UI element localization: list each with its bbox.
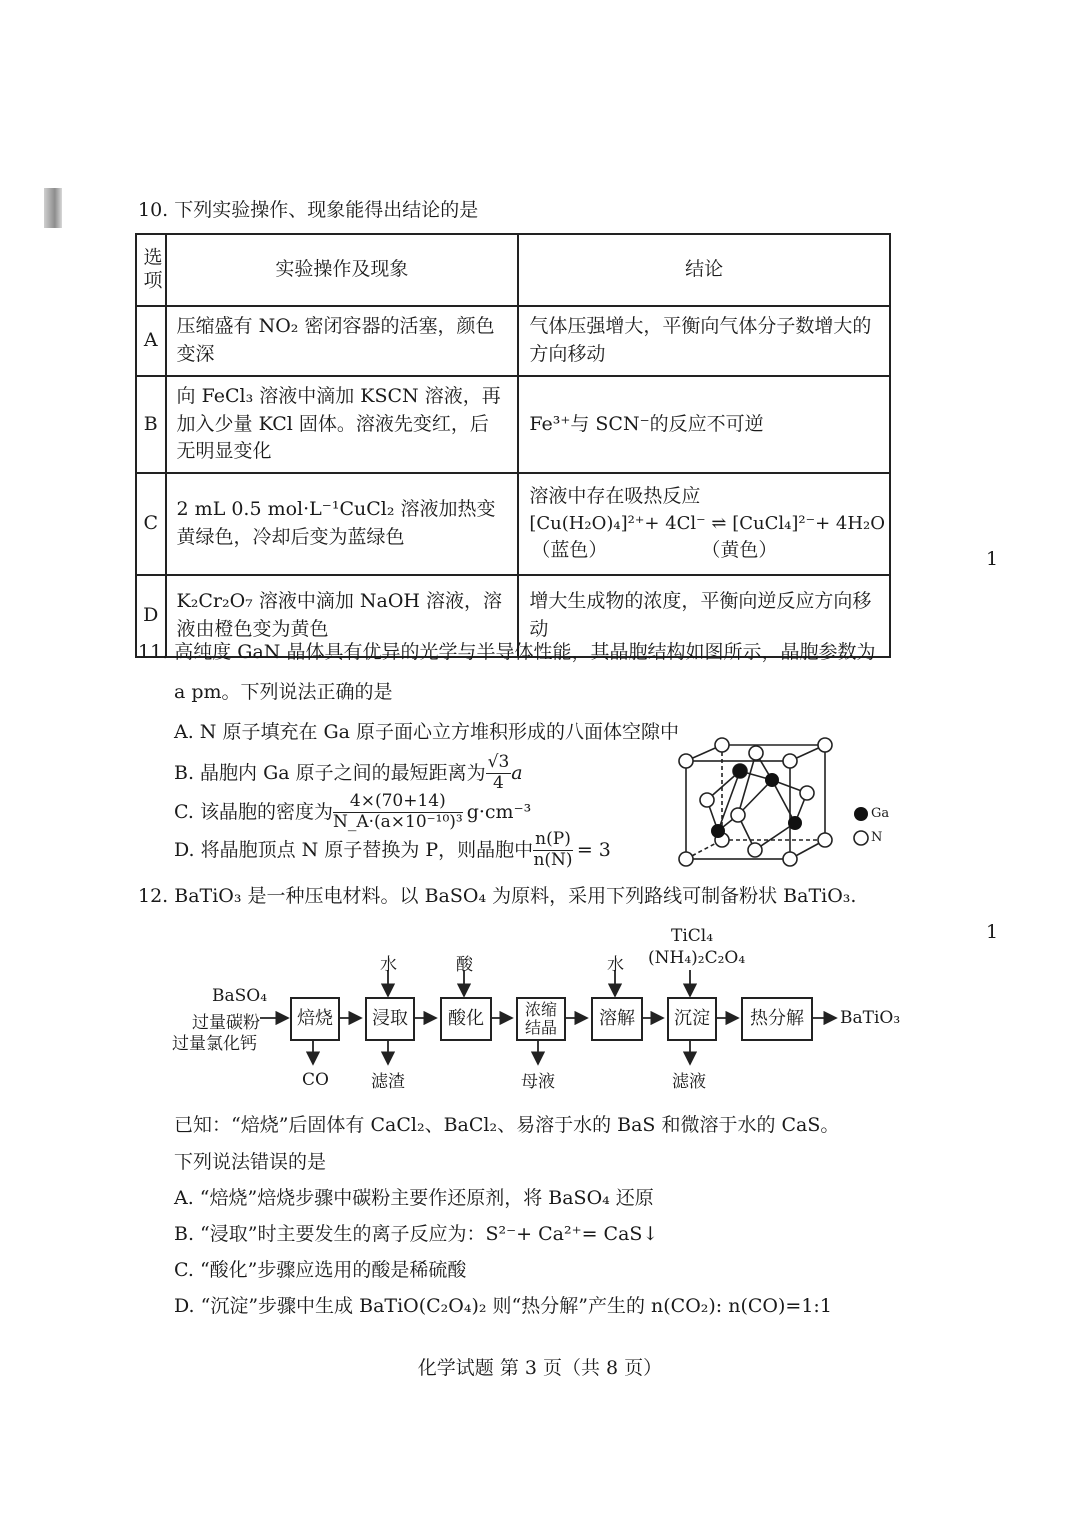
n-atom	[731, 808, 745, 822]
input-baso4: BaSO₄	[212, 986, 268, 1006]
color-notes	[529, 537, 885, 565]
table-row	[136, 473, 890, 575]
operation-cell: K₂Cr₂O₇ 溶液中滴加 NaOH 溶液，溶液由橙色变为黄色	[166, 575, 519, 657]
q11-stem-line1: 11. 高纯度 GaN 晶体具有优异的光学与半导体性能，其晶胞结构如图所示，晶胞参数为	[138, 641, 876, 663]
n-atom	[783, 754, 797, 768]
output-co: CO	[302, 1070, 329, 1090]
fraction	[333, 792, 463, 832]
q11-option-b	[174, 753, 523, 793]
input-oxalate: (NH₄)₂C₂O₄	[648, 948, 746, 968]
input-ticl4: TiCl₄	[671, 926, 714, 946]
header-conclusion: 结论	[518, 234, 890, 306]
denominator: N_A·(a×10⁻¹⁰)³	[332, 811, 463, 832]
conclusion-cell: 增大生成物的浓度，平衡向逆反应方向移动	[518, 575, 890, 657]
conclusion-line: 溶液中存在吸热反应	[529, 485, 701, 508]
table-row	[136, 306, 890, 376]
conclusion-cell: 气体压强增大，平衡向气体分子数增大的方向移动	[518, 306, 890, 376]
q12-option-a: A. “焙烧”焙烧步骤中碳粉主要作还原剂，将 BaSO₄ 还原	[174, 1187, 654, 1209]
legend-ga-label: Ga	[871, 806, 890, 821]
n-atom	[818, 833, 832, 847]
step-dissolve: 溶解	[591, 997, 643, 1041]
q11-option-c	[174, 792, 531, 832]
conclusion-cell	[518, 473, 890, 575]
input-cacl2: 过量氯化钙	[172, 1034, 257, 1054]
input-acid: 酸	[456, 955, 473, 975]
option-label: C	[136, 473, 166, 575]
operation-cell: 2 mL 0.5 mol·L⁻¹CuCl₂ 溶液加热变黄绿色，冷却后变为蓝绿色	[166, 473, 519, 575]
q12-stem: 12. BaTiO₃ 是一种压电材料。以 BaSO₄ 为原料，采用下列路线可制备粉状 BaTiO₃.	[138, 885, 857, 907]
numerator: n(P)	[535, 829, 571, 849]
n-atom	[715, 738, 729, 752]
n-atom	[748, 843, 762, 857]
output-residue: 滤渣	[371, 1072, 405, 1092]
page-footer: 化学试题 第 3 页（共 8 页）	[417, 1357, 663, 1379]
option-text: C. 该晶胞的密度为	[174, 800, 333, 823]
n-atom	[800, 786, 814, 800]
header-option: 选项	[136, 234, 166, 306]
option-label: A	[136, 306, 166, 376]
step-thermal-decompose: 热分解	[741, 997, 813, 1041]
q12-option-b: B. “浸取”时主要发生的离子反应为：S²⁻+ Ca²⁺= CaS↓	[174, 1223, 659, 1245]
variable: a	[511, 761, 523, 784]
legend-ga-marker	[854, 807, 868, 821]
legend-n-marker	[854, 831, 868, 845]
q11-option-a: A. N 原子填充在 Ga 原子面心立方堆积形成的八面体空隙中	[174, 721, 680, 743]
ga-atom	[733, 764, 747, 778]
n-atom	[783, 852, 797, 866]
option-text: D. 将晶胞顶点 N 原子替换为 P，则晶胞中	[174, 838, 534, 861]
operation-cell: 压缩盛有 NO₂ 密闭容器的活塞，颜色变深	[166, 306, 519, 376]
blue-note: （蓝色）	[531, 538, 608, 561]
equilibrium-equation: [Cu(H₂O)₄]²⁺+ 4Cl⁻ ⇌ [CuCl₄]²⁻+ 4H₂O	[529, 512, 885, 534]
gan-unit-cell-diagram	[670, 728, 900, 876]
n-atom	[679, 754, 693, 768]
margin-number: 1	[986, 548, 999, 570]
margin-number: 1	[986, 921, 999, 943]
q10-stem: 10. 下列实验操作、现象能得出结论的是	[138, 199, 479, 221]
denominator: n(N)	[533, 849, 573, 870]
step-leach: 浸取	[365, 997, 415, 1041]
denominator: 4	[493, 772, 504, 793]
q12-option-d: D. “沉淀”步骤中生成 BaTiO(C₂O₄)₂ 则“热分解”产生的 n(CO₂): n(CO)=1:1	[174, 1295, 832, 1317]
q11-stem-line2: a pm。下列说法正确的是	[174, 681, 393, 703]
q10-table	[135, 233, 891, 658]
ga-atom	[765, 773, 779, 787]
ga-atom	[788, 816, 802, 830]
input-carbon: 过量碳粉	[192, 1013, 260, 1033]
output-filtrate: 滤液	[672, 1072, 706, 1092]
option-text: B. 晶胞内 Ga 原子之间的最短距离为	[174, 761, 486, 784]
output-mother-liquor: 母液	[521, 1072, 555, 1092]
n-atom	[749, 746, 763, 760]
scan-margin-mark	[44, 188, 62, 228]
q12-known: 已知：“焙烧”后固体有 CaCl₂、BaCl₂、易溶于水的 BaS 和微溶于水的 CaS。	[174, 1114, 840, 1136]
n-atom	[679, 852, 693, 866]
option-label: B	[136, 376, 166, 473]
fraction	[486, 753, 512, 793]
step-crystallize: 浓缩结晶	[516, 997, 566, 1041]
input-water-1: 水	[380, 955, 397, 975]
conclusion-cell: Fe³⁺与 SCN⁻的反应不可逆	[518, 376, 890, 473]
q11-option-d	[174, 830, 611, 870]
option-label: D	[136, 575, 166, 657]
product-label: BaTiO₃	[840, 1008, 901, 1028]
ga-atom	[711, 824, 725, 838]
yellow-note: （黄色）	[701, 538, 778, 561]
legend-n-label: N	[871, 830, 883, 845]
step-acidify: 酸化	[440, 997, 492, 1041]
fraction	[533, 830, 573, 870]
unit: g·cm⁻³	[466, 800, 532, 823]
n-atom	[700, 793, 714, 807]
q12-ask: 下列说法错误的是	[174, 1151, 327, 1173]
n-atom	[818, 738, 832, 752]
header-operation: 实验操作及现象	[166, 234, 519, 306]
q12-option-c: C. “酸化”步骤应选用的酸是稀硫酸	[174, 1259, 467, 1281]
input-water-2: 水	[607, 955, 624, 975]
step-roast: 焙烧	[290, 997, 340, 1041]
operation-cell: 向 FeCl₃ 溶液中滴加 KSCN 溶液，再加入少量 KCl 固体。溶液先变红，后无明显变化	[166, 376, 519, 473]
ratio-value: = 3	[576, 838, 611, 861]
numerator: √3	[487, 752, 510, 772]
table-row	[136, 376, 890, 473]
numerator: 4×(70+14)	[333, 792, 463, 813]
step-precipitate: 沉淀	[667, 997, 717, 1041]
